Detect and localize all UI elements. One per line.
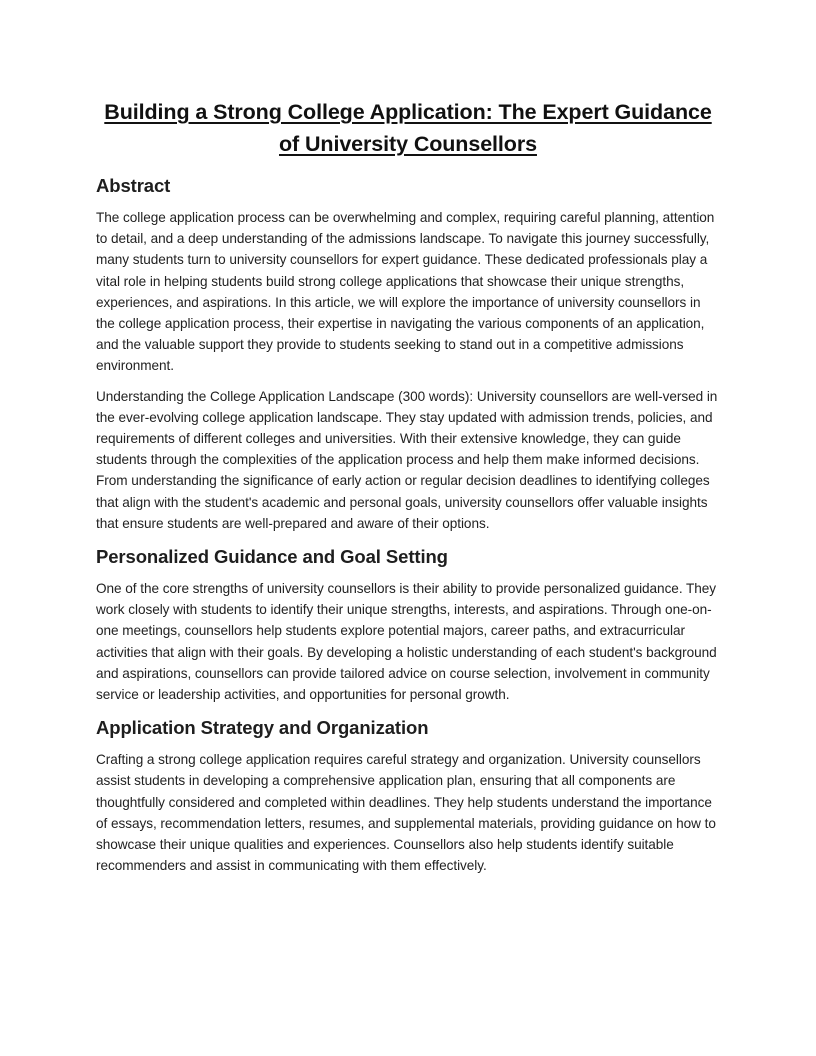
application-landscape-paragraph: Understanding the College Application Landscape (300 words): University counsellors are well-versed in the ever-evolving college application landscape. They stay updated with admission trends, policies, and requirements of different colleges and universities. With their extensive knowledge, they can guide students through the complexities of the application process and help them make informed decisions. From understanding the significance of early action or regular decision deadlines to identifying colleges that align with the student's academic and personal goals, university counsellors offer valuable insights that ensure students are well-prepared and aware of their options. (96, 388, 718, 531)
document-page (96, 96, 720, 876)
section-heading-application-strategy: Application Strategy and Organization (96, 717, 429, 739)
abstract-paragraph: The college application process can be overwhelming and complex, requiring careful planning, attention to detail, and a deep understanding of the admissions landscape. To navigate this journey successfully, many students turn to university counsellors for expert guidance. These dedicated professionals play a vital role in helping students build strong college applications that showcase their unique strengths, experiences, and aspirations. In this article, we will explore the importance of university counsellors in the college application process, their expertise in navigating the various components of an application, and the valuable support they provide to students seeking to stand out in a competitive admissions environment. (96, 210, 715, 374)
personalized-guidance-paragraph: One of the core strengths of university counsellors is their ability to provide personalized guidance. They work closely with students to identify their unique strengths, interests, and aspirations. Through one-on-one meetings, counsellors help students explore potential majors, career paths, and extracurricular activities that align with their goals. By developing a holistic understanding of each student's background and aspirations, counsellors can provide tailored advice on course selection, involvement in community service or leadership activities, and opportunities for personal growth. (96, 581, 717, 703)
application-strategy-paragraph: Crafting a strong college application requires careful strategy and organization. University counsellors assist students in developing a comprehensive application plan, ensuring that all components are thoughtfully considered and completed within deadlines. They help students understand the importance of essays, recommendation letters, resumes, and supplemental materials, providing guidance on how to showcase their unique qualities and experiences. Counsellors also help students identify suitable recommenders and assist in communicating with them effectively. (96, 752, 716, 874)
section-heading-personalized-guidance: Personalized Guidance and Goal Setting (96, 546, 448, 568)
document-title: Building a Strong College Application: The Expert Guidance of University Counsellors (104, 100, 712, 156)
section-heading-abstract: Abstract (96, 175, 171, 196)
